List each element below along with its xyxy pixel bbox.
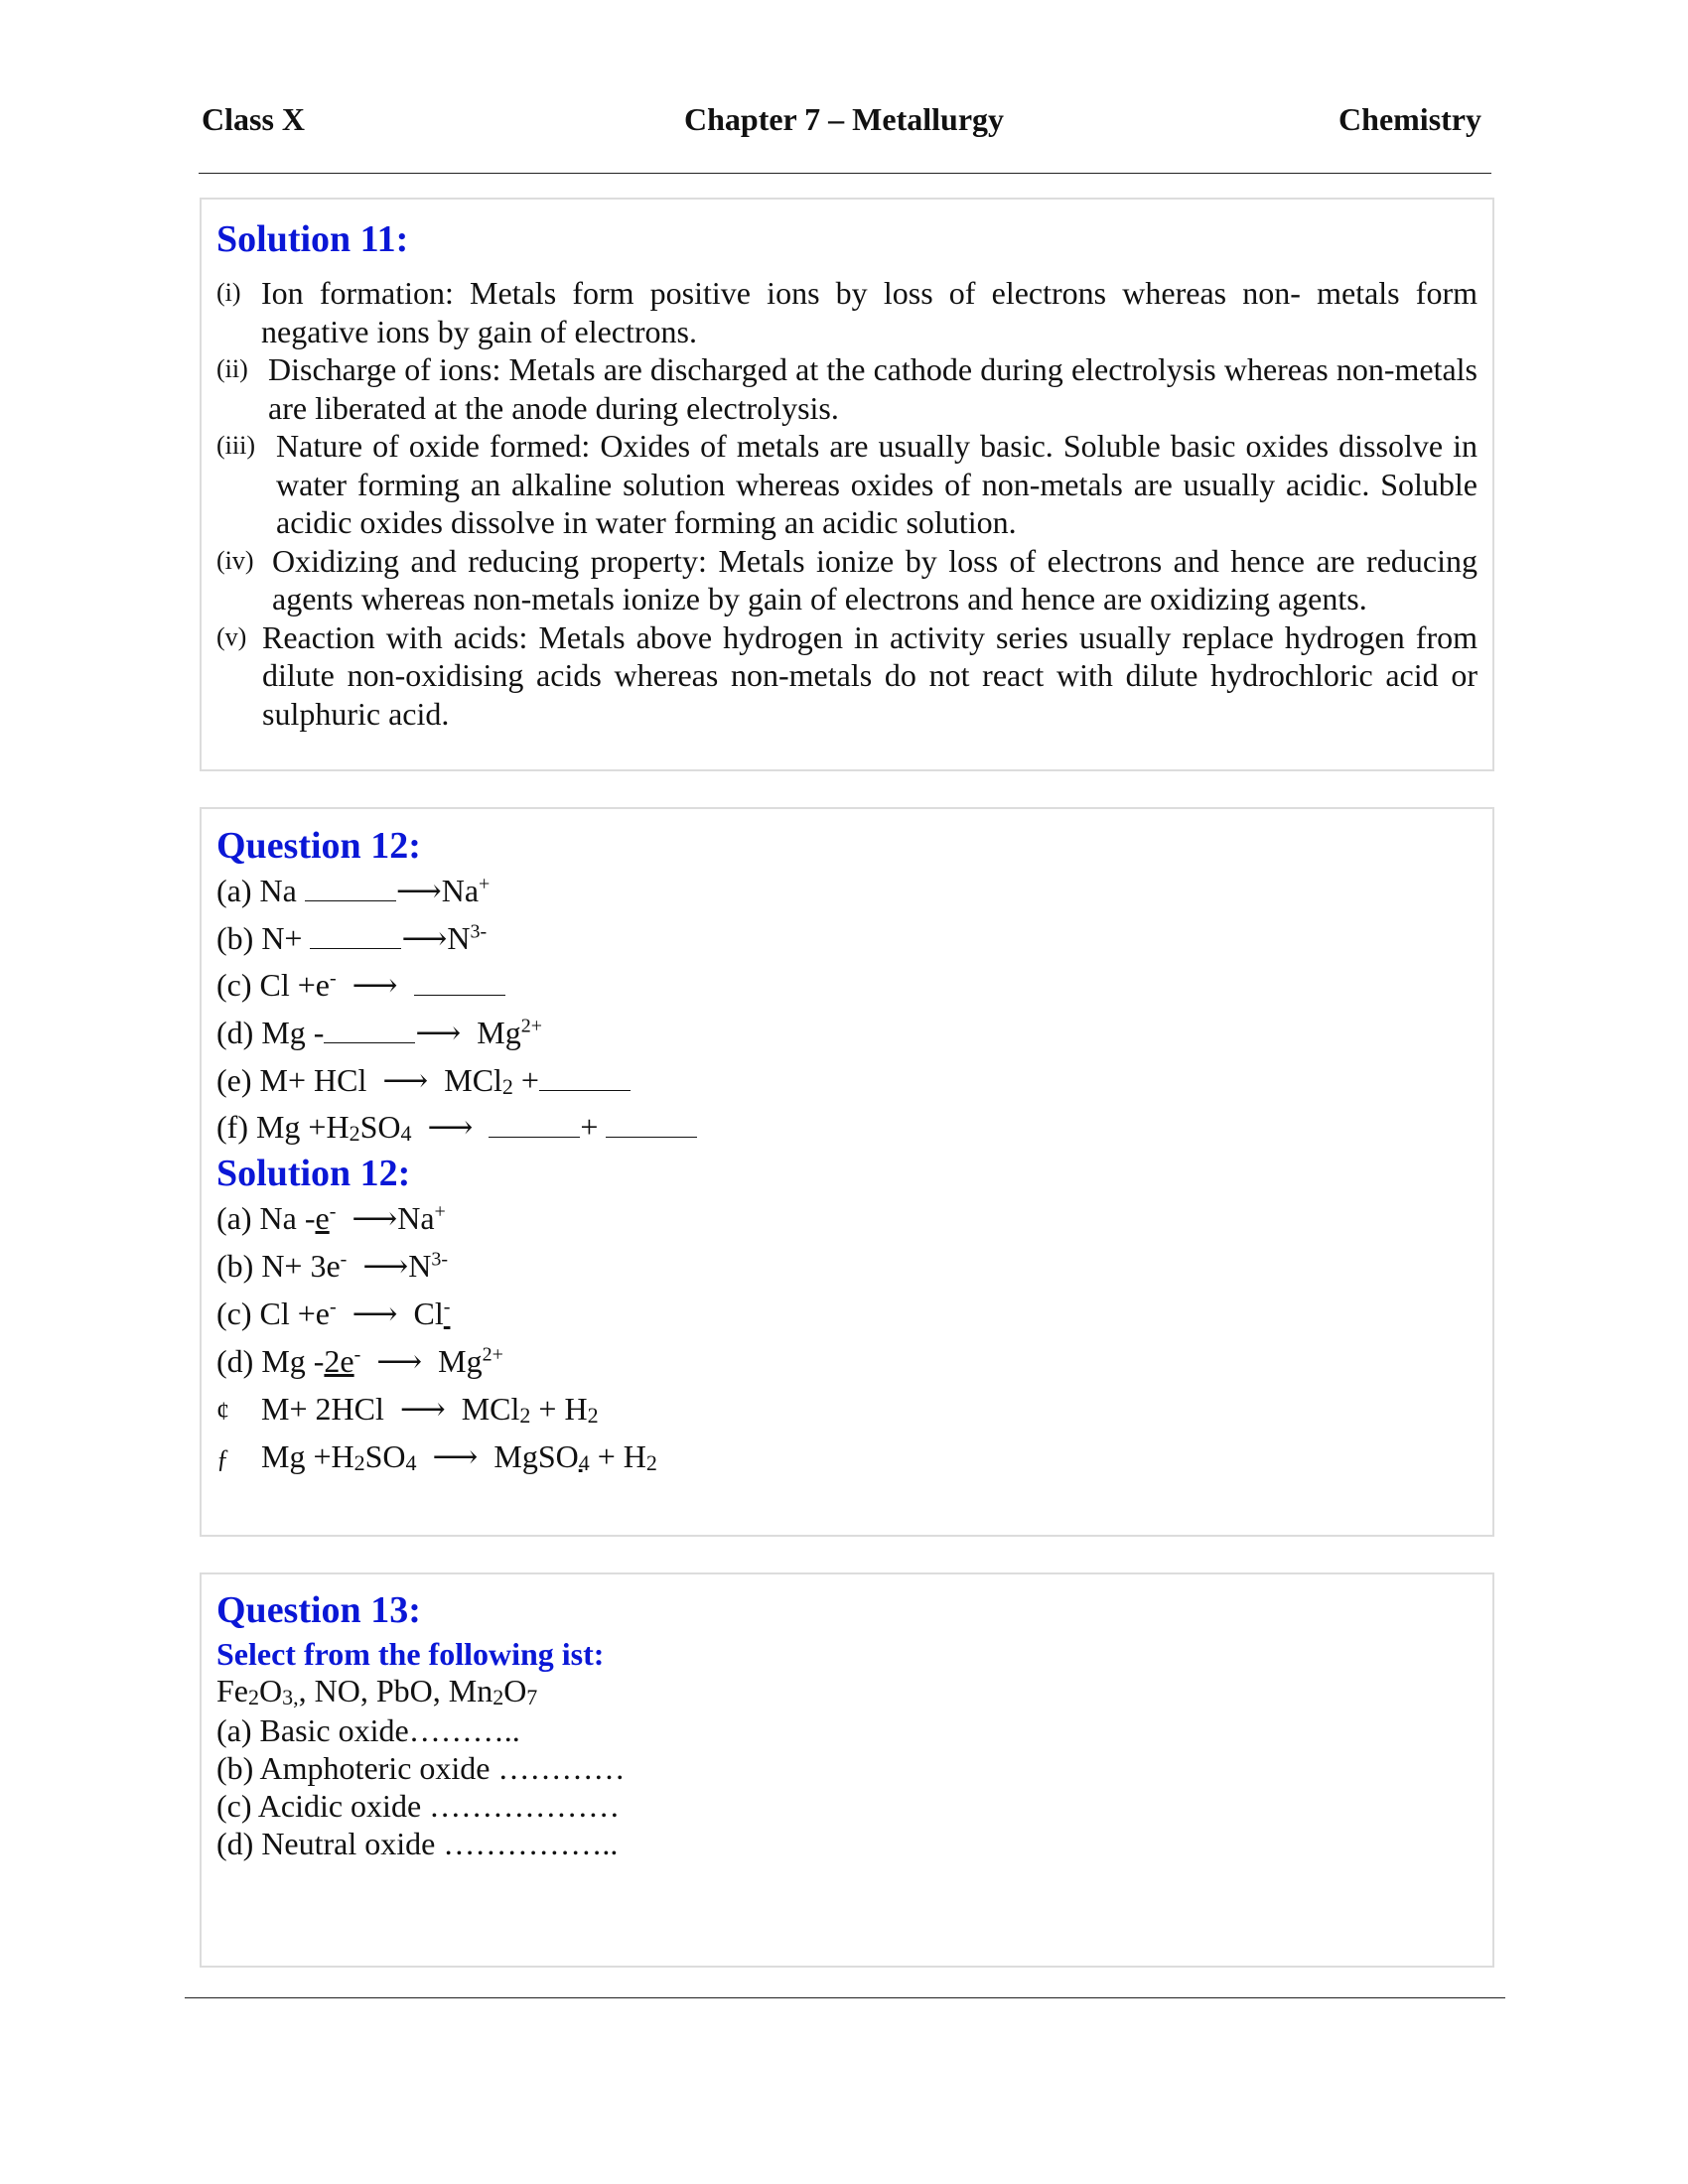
reaction-arrow: ⟶ bbox=[376, 1343, 423, 1379]
reaction-arrow: ⟶ bbox=[432, 1438, 479, 1474]
solution-12-title: Solution 12: bbox=[216, 1153, 411, 1194]
item-number: (i) bbox=[216, 278, 241, 307]
item-number: (iii) bbox=[216, 431, 255, 460]
solution-11-item bbox=[216, 542, 1477, 618]
charge: - bbox=[330, 1296, 337, 1318]
equation-product: Na bbox=[397, 1200, 435, 1236]
reaction-arrow: ⟶ bbox=[362, 1248, 409, 1284]
equation-product: N bbox=[447, 920, 471, 956]
charge: + bbox=[434, 1200, 446, 1223]
equation-lhs: (f) Mg +H bbox=[216, 1109, 350, 1145]
subscript: 2 bbox=[248, 1685, 259, 1709]
question-13-option: (c) Acidic oxide ……………… bbox=[216, 1788, 621, 1824]
solution-12-a bbox=[216, 1198, 446, 1238]
equation-product: N bbox=[408, 1248, 432, 1284]
solution-11-item bbox=[216, 618, 1477, 734]
question-12-c bbox=[216, 965, 505, 1005]
question-12-box bbox=[200, 807, 1494, 1537]
equation-lhs: (c) Cl +e bbox=[216, 1296, 330, 1331]
item-marker-glyph: ƒ bbox=[216, 1444, 229, 1473]
answer-electron: 2e bbox=[324, 1343, 354, 1379]
product-symbol: H bbox=[564, 1391, 588, 1427]
reaction-arrow: ⟶ bbox=[395, 873, 442, 908]
subscript: 2 bbox=[349, 1121, 360, 1146]
equation-product: Mg bbox=[477, 1015, 521, 1050]
product-symbol: MgSO bbox=[493, 1438, 579, 1474]
subscript: 7 bbox=[526, 1685, 538, 1709]
solution-12-b bbox=[216, 1246, 448, 1286]
question-12-d bbox=[216, 1013, 542, 1052]
equation-lhs: (b) N+ 3e bbox=[216, 1248, 341, 1284]
charge: - bbox=[340, 1248, 348, 1271]
charge: - bbox=[353, 1343, 361, 1366]
answer-blank bbox=[606, 1113, 697, 1138]
question-13-option: (a) Basic oxide……….. bbox=[216, 1712, 520, 1748]
subscript: 2 bbox=[519, 1403, 531, 1428]
answer-blank bbox=[310, 924, 401, 949]
question-12-a bbox=[216, 871, 490, 910]
question-13-subtitle: Select from the following ist: bbox=[216, 1636, 605, 1672]
answer-product bbox=[414, 1294, 451, 1333]
solution-12-d bbox=[216, 1341, 503, 1381]
equation-lhs: (d) Mg - bbox=[216, 1015, 325, 1050]
answer-blank bbox=[305, 877, 396, 901]
equation-product: Na bbox=[441, 873, 480, 908]
plus-sign: + bbox=[580, 1109, 599, 1145]
equation-lhs: (b) N+ bbox=[216, 920, 303, 956]
formula-part: O bbox=[259, 1673, 283, 1708]
subscript: 2 bbox=[353, 1450, 365, 1475]
header-chapter: Chapter 7 – Metallurgy bbox=[683, 101, 1005, 137]
charge: 2+ bbox=[482, 1343, 503, 1366]
charge: - bbox=[443, 1296, 451, 1318]
answer-blank bbox=[414, 971, 505, 996]
header-rule bbox=[199, 173, 1491, 174]
solution-12-f bbox=[216, 1436, 657, 1479]
subscript: 2 bbox=[501, 1074, 513, 1099]
item-text: Nature of oxide formed: Oxides of metals are usually basic. Soluble basic oxides dissolve in water forming an alkaline solution whereas oxides of non-metals are usually acidic. Soluble acidic oxides dissolve in water forming an acidic solution. bbox=[276, 428, 1477, 540]
subscript: 2 bbox=[492, 1685, 504, 1709]
reaction-arrow: ⟶ bbox=[415, 1015, 462, 1050]
equation-lhs: Mg +H bbox=[261, 1438, 354, 1474]
question-12-b bbox=[216, 918, 487, 958]
equation-lhs: (a) Na - bbox=[216, 1200, 316, 1236]
solution-11-item bbox=[216, 427, 1477, 542]
item-text: Reaction with acids: Metals above hydrogen in activity series usually replace hydrogen from dilute non-oxidising acids whereas non-metals do not react with dilute hydrochloric acid or sulphuric acid. bbox=[262, 618, 1477, 732]
reaction-arrow: ⟶ bbox=[401, 920, 448, 956]
answer-product bbox=[493, 1436, 589, 1476]
question-13-option: (d) Neutral oxide …………….. bbox=[216, 1826, 619, 1861]
plus-sign: + bbox=[597, 1438, 616, 1474]
subscript: 2 bbox=[645, 1450, 657, 1475]
subscript: 3, bbox=[282, 1685, 299, 1709]
item-number: (ii) bbox=[216, 354, 248, 383]
solution-11-list bbox=[216, 274, 1477, 733]
equation-product: MCl bbox=[461, 1391, 520, 1427]
question-13-box bbox=[200, 1572, 1494, 1968]
subscript: 4 bbox=[405, 1450, 417, 1475]
item-text: Oxidizing and reducing property: Metals ionize by loss of electrons and hence are reducing agents whereas non-metals ionize by gain of electrons and hence are oxidizing agents. bbox=[272, 542, 1477, 616]
reaction-arrow: ⟶ bbox=[382, 1062, 429, 1098]
equation-lhs: (d) Mg - bbox=[216, 1343, 325, 1379]
item-marker-glyph: ¢ bbox=[216, 1397, 229, 1426]
reaction-arrow: ⟶ bbox=[352, 967, 398, 1003]
charge: 2+ bbox=[520, 1015, 543, 1037]
oxide-list bbox=[216, 1672, 537, 1709]
formula-part: Fe bbox=[216, 1673, 248, 1708]
formula-part: SO bbox=[364, 1438, 406, 1474]
item-number: (iv) bbox=[216, 545, 254, 575]
charge: 3- bbox=[470, 920, 488, 943]
question-13-option: (b) Amphoteric oxide ………… bbox=[216, 1750, 626, 1786]
answer-blank bbox=[539, 1066, 631, 1091]
header-subject: Chemistry bbox=[1338, 101, 1481, 137]
reaction-arrow: ⟶ bbox=[427, 1109, 474, 1145]
equation-lhs: (a) Na bbox=[216, 873, 297, 908]
equation-product: Mg bbox=[438, 1343, 483, 1379]
charge: + bbox=[479, 873, 491, 895]
item-number: (v) bbox=[216, 621, 247, 651]
reaction-arrow: ⟶ bbox=[352, 1296, 398, 1331]
question-12-e bbox=[216, 1060, 631, 1100]
product-symbol: Cl bbox=[413, 1296, 444, 1331]
solution-12-c bbox=[216, 1294, 450, 1333]
answer-product bbox=[564, 1389, 598, 1429]
plus-sign: + bbox=[520, 1062, 539, 1098]
question-12-f bbox=[216, 1107, 697, 1147]
solution-12-e bbox=[216, 1389, 599, 1432]
answer-blank bbox=[324, 1019, 415, 1043]
charge: - bbox=[330, 967, 337, 990]
equation-lhs: M+ 2HCl bbox=[261, 1391, 384, 1427]
charge: 3- bbox=[431, 1248, 448, 1271]
subscript: 4 bbox=[578, 1450, 590, 1475]
solution-11-title: Solution 11: bbox=[216, 218, 409, 260]
formula-part: O bbox=[503, 1673, 527, 1708]
reaction-arrow: ⟶ bbox=[399, 1391, 446, 1427]
formula-part: , NO, PbO, Mn bbox=[298, 1673, 493, 1708]
question-13-title: Question 13: bbox=[216, 1589, 421, 1631]
item-text: Discharge of ions: Metals are discharged at the cathode during electrolysis whereas non-metals are liberated at the anode during electrolysis. bbox=[268, 351, 1477, 426]
formula-part: SO bbox=[359, 1109, 401, 1145]
answer-electron: e bbox=[315, 1200, 330, 1236]
reaction-arrow: ⟶ bbox=[352, 1200, 398, 1236]
item-text: Ion formation: Metals form positive ions by loss of electrons whereas non- metals form negative ions by gain of electrons. bbox=[261, 275, 1477, 349]
equation-product: MCl bbox=[444, 1062, 502, 1098]
answer-blank bbox=[489, 1113, 580, 1138]
answer-product bbox=[624, 1436, 657, 1476]
plus-sign: + bbox=[538, 1391, 557, 1427]
subscript: 4 bbox=[400, 1121, 412, 1146]
equation-lhs: (e) M+ HCl bbox=[216, 1062, 367, 1098]
solution-11-item bbox=[216, 350, 1477, 427]
product-symbol: H bbox=[623, 1438, 646, 1474]
charge: - bbox=[329, 1200, 337, 1223]
header-class: Class X bbox=[202, 101, 306, 137]
solution-11-item bbox=[216, 274, 1477, 350]
question-12-title: Question 12: bbox=[216, 825, 421, 867]
equation-lhs: (c) Cl +e bbox=[216, 967, 330, 1003]
subscript: 2 bbox=[587, 1403, 599, 1428]
footer-rule bbox=[185, 1997, 1505, 1998]
solution-11-box bbox=[200, 198, 1494, 771]
